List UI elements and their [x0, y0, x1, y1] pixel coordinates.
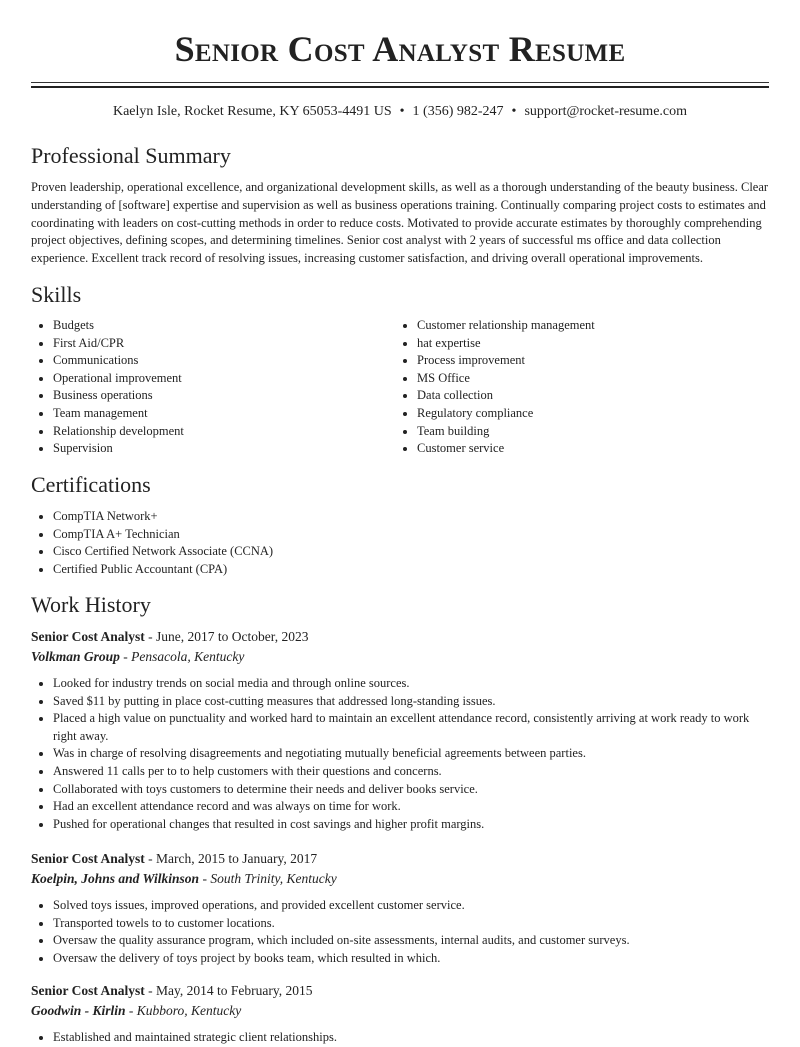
skill-item: • MS Office: [417, 370, 787, 388]
job-bullet: • Was in charge of resolving disagreements and negotiating mutually beneficial agreements between parties.: [53, 745, 771, 763]
job-title-line: [31, 982, 771, 1000]
job-title: Senior Cost Analyst: [31, 629, 145, 644]
skill-item: • First Aid/CPR: [53, 335, 393, 353]
resume-title: Senior Cost Analyst Resume: [174, 29, 626, 69]
job-company-line: [31, 1002, 771, 1020]
job-bullet: • Oversaw the delivery of toys project by books team, which resulted in which.: [53, 950, 771, 968]
skill-item: • hat expertise: [417, 335, 787, 353]
skill-item: • Customer service: [417, 440, 787, 458]
job-dates: - May, 2014 to February, 2015: [144, 983, 313, 998]
contact-line: [0, 104, 800, 120]
skill-item: • Communications: [53, 352, 393, 370]
job-company-line: [31, 870, 771, 888]
job-title-line: [31, 850, 771, 868]
certification-item: • CompTIA Network+: [53, 508, 553, 526]
summary-text: Proven leadership, operational excellence, and organizational development skills, as well as a thorough understanding of the beauty business. Clear understanding of [software] expertise and supervision as well as business operations training. Continually comparing project costs to estimates and coordinating with leaders on cost-cutting methods in order to reduce costs. Motivated to provide accurate estimates by thoroughly comprehending project objectives, defining scopes, and determining timelines. Senior cost analyst with 2 years of successful ms office and data collection experience. Excellent track record of resolving issues, increasing customer satisfaction, and driving overall operational improvements.: [31, 180, 769, 266]
certification-item: • CompTIA A+ Technician: [53, 526, 553, 544]
skill-item: • Team building: [417, 423, 787, 441]
job-bullets: [31, 675, 771, 833]
job-title: Senior Cost Analyst: [31, 983, 145, 998]
job-location: - Pensacola, Kentucky: [119, 649, 245, 664]
contact-address: Kaelyn Isle, Rocket Resume, KY 65053-4491 US: [112, 104, 392, 119]
job-bullet: • Solved toys issues, improved operations, and provided excellent customer service.: [53, 897, 771, 915]
job-bullet: • Collaborated with toys customers to determine their needs and deliver books service.: [53, 781, 771, 799]
job-bullet: • Oversaw the quality assurance program, which included on-site assessments, internal audits, and customer surveys.: [53, 932, 771, 950]
job-bullet: • Looked for industry trends on social media and through online sources.: [53, 675, 771, 693]
job-bullet: • Pushed for operational changes that resulted in cost savings and higher profit margins.: [53, 816, 771, 834]
contact-separator: •: [511, 104, 517, 119]
skill-item: • Operational improvement: [53, 370, 393, 388]
job-bullet: • Established and maintained strategic client relationships.: [53, 1029, 771, 1047]
skills-list-left: [31, 317, 393, 458]
skill-item: • Regulatory compliance: [417, 405, 787, 423]
contact-phone: 1 (356) 982-247: [412, 104, 504, 119]
title-rule-thick: [31, 86, 769, 88]
job-company: Koelpin, Johns and Wilkinson: [31, 871, 200, 886]
job-title: Senior Cost Analyst: [31, 851, 145, 866]
certifications-heading: Certifications: [31, 472, 151, 497]
skill-item: • Customer relationship management: [417, 317, 787, 335]
job-title-line: [31, 628, 771, 646]
contact-separator: •: [399, 104, 405, 119]
work-history-heading: Work History: [31, 592, 151, 617]
skills-list-right: [395, 317, 787, 458]
skill-item: • Team management: [53, 405, 393, 423]
skill-item: • Data collection: [417, 387, 787, 405]
job-bullet: • Transported towels to to customer locations.: [53, 915, 771, 933]
job-company: Goodwin - Kirlin: [31, 1003, 126, 1018]
job-bullet: • Had an excellent attendance record and was always on time for work.: [53, 798, 771, 816]
job-bullet: • Placed a high value on punctuality and worked hard to maintain an excellent attendance record, consistently arriving at work ready to work right away.: [53, 710, 771, 745]
skill-item: • Business operations: [53, 387, 393, 405]
job-entry: [31, 628, 771, 833]
certification-item: • Certified Public Accountant (CPA): [53, 561, 553, 579]
skill-item: • Relationship development: [53, 423, 393, 441]
certifications-list: [31, 508, 553, 578]
job-location: - Kubboro, Kentucky: [125, 1003, 242, 1018]
skill-item: • Process improvement: [417, 352, 787, 370]
summary-heading: Professional Summary: [31, 143, 231, 168]
job-bullets: [31, 1029, 771, 1047]
skills-heading: Skills: [31, 282, 82, 307]
skill-item: • Supervision: [53, 440, 393, 458]
skill-item: • Budgets: [53, 317, 393, 335]
job-bullets: [31, 897, 771, 967]
job-entry: [31, 982, 771, 1047]
job-entry: [31, 850, 771, 967]
job-dates: - March, 2015 to January, 2017: [144, 851, 318, 866]
job-company-line: [31, 648, 771, 666]
certification-item: • Cisco Certified Network Associate (CCNA): [53, 543, 553, 561]
job-bullet: • Saved $11 by putting in place cost-cutting measures that addressed long-standing issues.: [53, 693, 771, 711]
contact-email: support@rocket-resume.com: [524, 104, 688, 119]
job-dates: - June, 2017 to October, 2023: [144, 629, 309, 644]
job-bullet: • Answered 11 calls per to to help customers with their questions and concerns.: [53, 763, 771, 781]
title-rule-thin: [31, 82, 769, 83]
job-location: - South Trinity, Kentucky: [199, 871, 337, 886]
job-company: Volkman Group: [31, 649, 120, 664]
